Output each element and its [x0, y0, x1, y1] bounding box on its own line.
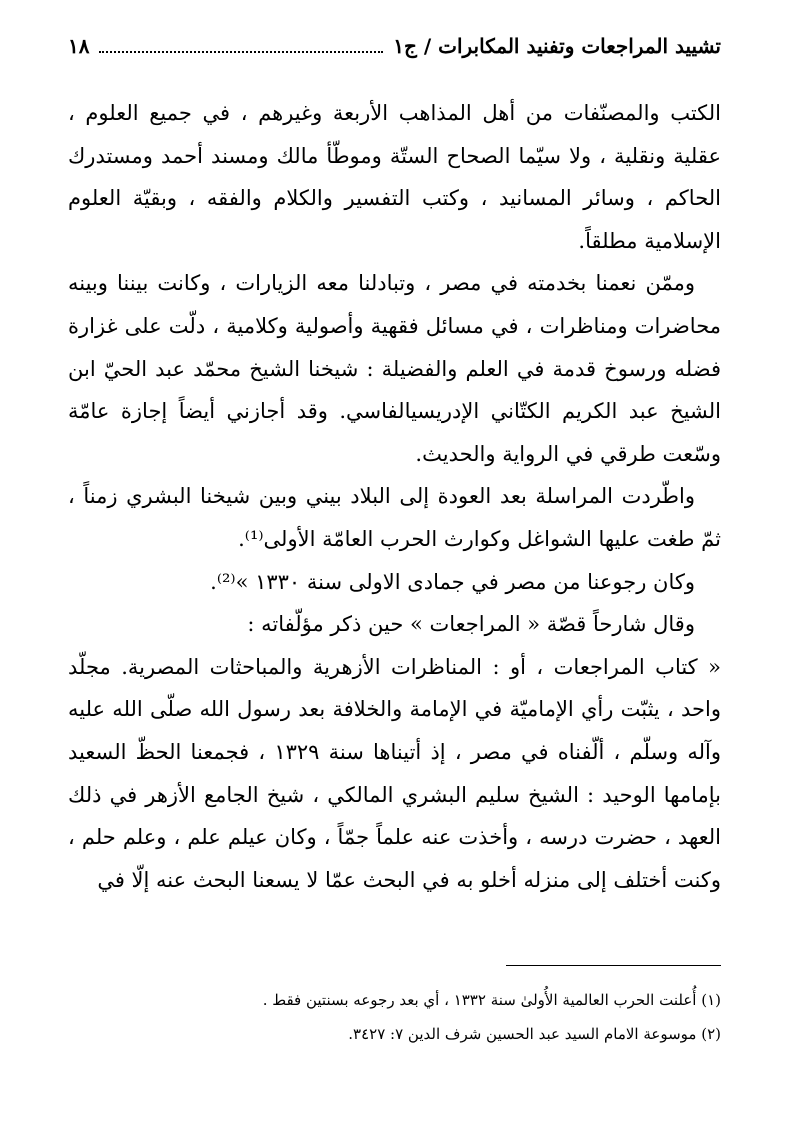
page-number: ١٨: [68, 34, 90, 58]
header-dot-leader: [99, 51, 383, 53]
footnote: (١) أُعلنت الحرب العالمية الأُولىٰ سنة ١٣٣٢ ، أي بعد رجوعه بسنتين فقط .: [262, 991, 721, 1009]
body-text: [68, 92, 721, 901]
header-title: تشييد المراجعات وتفنيد المكابرات / ج١: [393, 34, 721, 58]
running-header: [68, 30, 721, 62]
footnote-divider: [506, 965, 721, 966]
paragraph: « كتاب المراجعات ، أو : المناظرات الأزهرية والمباحثات المصرية. مجلّد واحد ، يثبّت رأي الإماميّة في الإمامة والخلافة بعد رسول الله صلّى الله عليه وآله وسلّم ، ألّفناه في مصر ، إذ أتيناها سنة ١٣٢٩ ، فجمعنا الحظّ السعيد بإمامها الوحيد : الشيخ سليم البشري المالكي ، شيخ الجامع الأزهر في ذلك العهد ، حضرت درسه ، وأخذت عنه علماً جمّاً ، وكان عيلم علم ، وعلم حلم ، وكنت أختلف إلى منزله أخلو به في البحث عمّا لا يسعنا البحث عنه إلّا في: [68, 654, 721, 892]
paragraph: وكان رجوعنا من مصر في جمادى الاولى سنة ١٣٣٠ »⁽²⁾.: [210, 569, 695, 594]
paragraph: واطّردت المراسلة بعد العودة إلى البلاد بيني وبين شيخنا البشري زمناً ، ثمّ طغت عليها الشواغل وكوارث الحرب العامّة الأولى⁽¹⁾.: [68, 484, 721, 551]
paragraph: الكتب والمصنّفات من أهل المذاهب الأربعة وغيرهم ، في جميع العلوم ، عقلية ونقلية ، ولا سيّما الصحاح الستّة وموطّأ مالك ومسند أحمد ومستدرك الحاكم ، وسائر المسانيد ، وكتب التفسير والكلام والفقه ، وبقيّة العلوم الإسلامية مطلقاً.: [68, 101, 721, 253]
paragraph: وممّن نعمنا بخدمته في مصر ، وتبادلنا معه الزيارات ، وكانت بيننا وبينه محاضرات ومناظرات ، في مسائل فقهية وأصولية وكلامية ، دلّت على غزارة فضله ورسوخ قدمة في العلم والفضيلة : شيخنا الشيخ محمّد عبد الحيّ ابن الشيخ عبد الكريم الكتّاني الإدريسيالفاسي. وقد أجازني أيضاً إجازة عامّة وسّعت طرقي في الرواية والحديث.: [68, 271, 721, 466]
footnote: (٢) موسوعة الامام السيد عبد الحسين شرف الدين ٧: ٣٤٢٧.: [348, 1025, 721, 1043]
footnotes: [68, 983, 721, 1051]
paragraph: وقال شارحاً قصّة « المراجعات » حين ذكر مؤلّفاته :: [247, 612, 695, 637]
